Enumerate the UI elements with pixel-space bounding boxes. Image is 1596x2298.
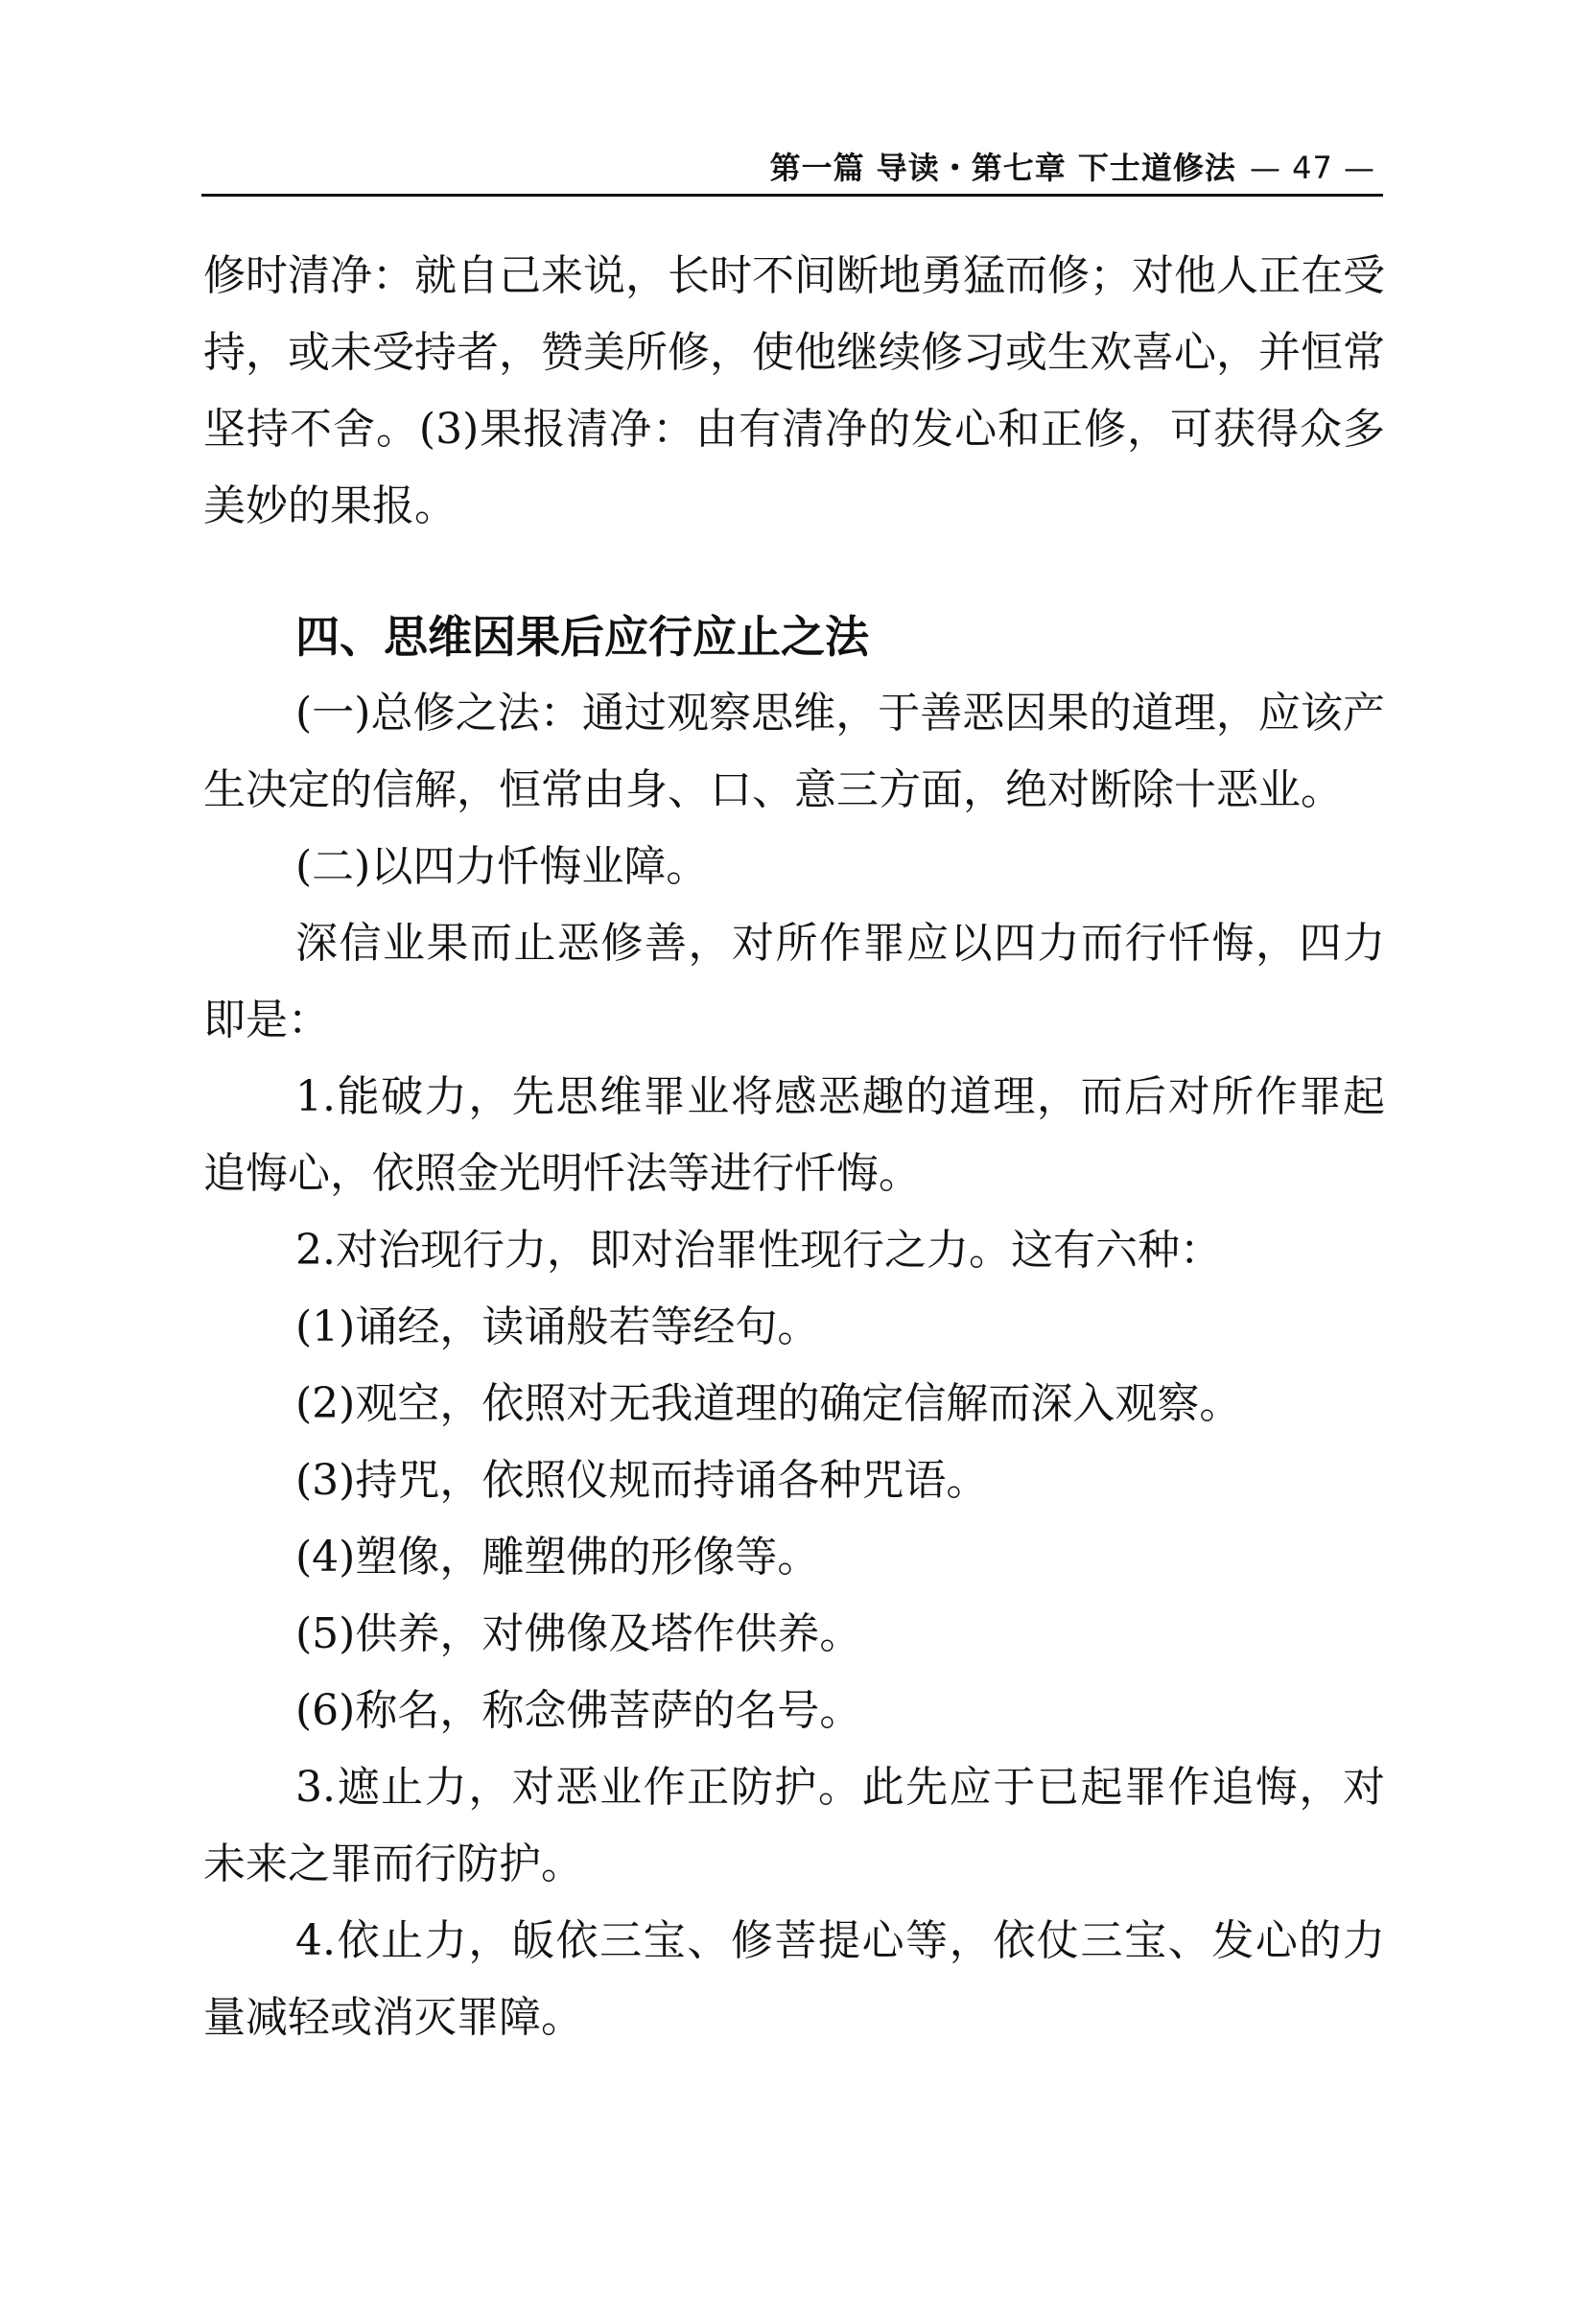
list-item-power-4: 4.依止力，皈依三宝、修菩提心等，依仗三宝、发心的力量减轻或消灭罪障。: [203, 1916, 1385, 2042]
header-title: 第一篇 导读・第七章 下士道修法: [769, 150, 1236, 186]
list-item-sub-1: (1)诵经，读诵般若等经句。: [295, 1302, 820, 1351]
list-item-sub-2: (2)观空，依照对无我道理的确定信解而深入观察。: [295, 1379, 1242, 1428]
list-item-power-3: 3.遮止力，对恶业作正防护。此先应于已起罪作追悔，对未来之罪而行防护。: [203, 1763, 1385, 1888]
running-header: [201, 144, 1383, 197]
list-item-sub-6: (6)称名，称念佛菩萨的名号。: [295, 1686, 862, 1735]
paragraph-four-powers-intro: 深信业果而止恶修善，对所作罪应以四力而行忏悔，四力即是：: [203, 919, 1385, 1044]
header-text: [770, 144, 1375, 188]
list-item-power-1: 1.能破力，先思维罪业将感恶趣的道理，而后对所作罪起追悔心，依照金光明忏法等进行忏悔。: [203, 1072, 1385, 1198]
paragraph-continued: 修时清净：就自己来说，长时不间断地勇猛而修；对他人正在受持，或未受持者，赞美所修，使他继续修习或生欢喜心，并恒常坚持不舍。(3)果报清净：由有清净的发心和正修，可获得众多美妙的果报。: [203, 251, 1385, 530]
list-item-power-2: 2.对治现行力，即对治罪性现行之力。这有六种：: [295, 1226, 1222, 1275]
list-item-sub-5: (5)供养，对佛像及塔作供养。: [295, 1609, 862, 1658]
page-number: — 47 —: [1249, 150, 1375, 186]
page-body: [203, 238, 1385, 2056]
paragraph-general-method: (一)总修之法：通过观察思维，于善恶因果的道理，应该产生决定的信解，恒常由身、口、意三方面，绝对断除十恶业。: [203, 689, 1385, 814]
section-title: 四、思维因果后应行应止之法: [295, 611, 869, 663]
list-item-sub-3: (3)持咒，依照仪规而持诵各种咒语。: [295, 1456, 989, 1505]
list-item-sub-4: (4)塑像，雕塑佛的形像等。: [295, 1533, 820, 1582]
paragraph-four-powers-heading: (二)以四力忏悔业障。: [295, 842, 709, 891]
